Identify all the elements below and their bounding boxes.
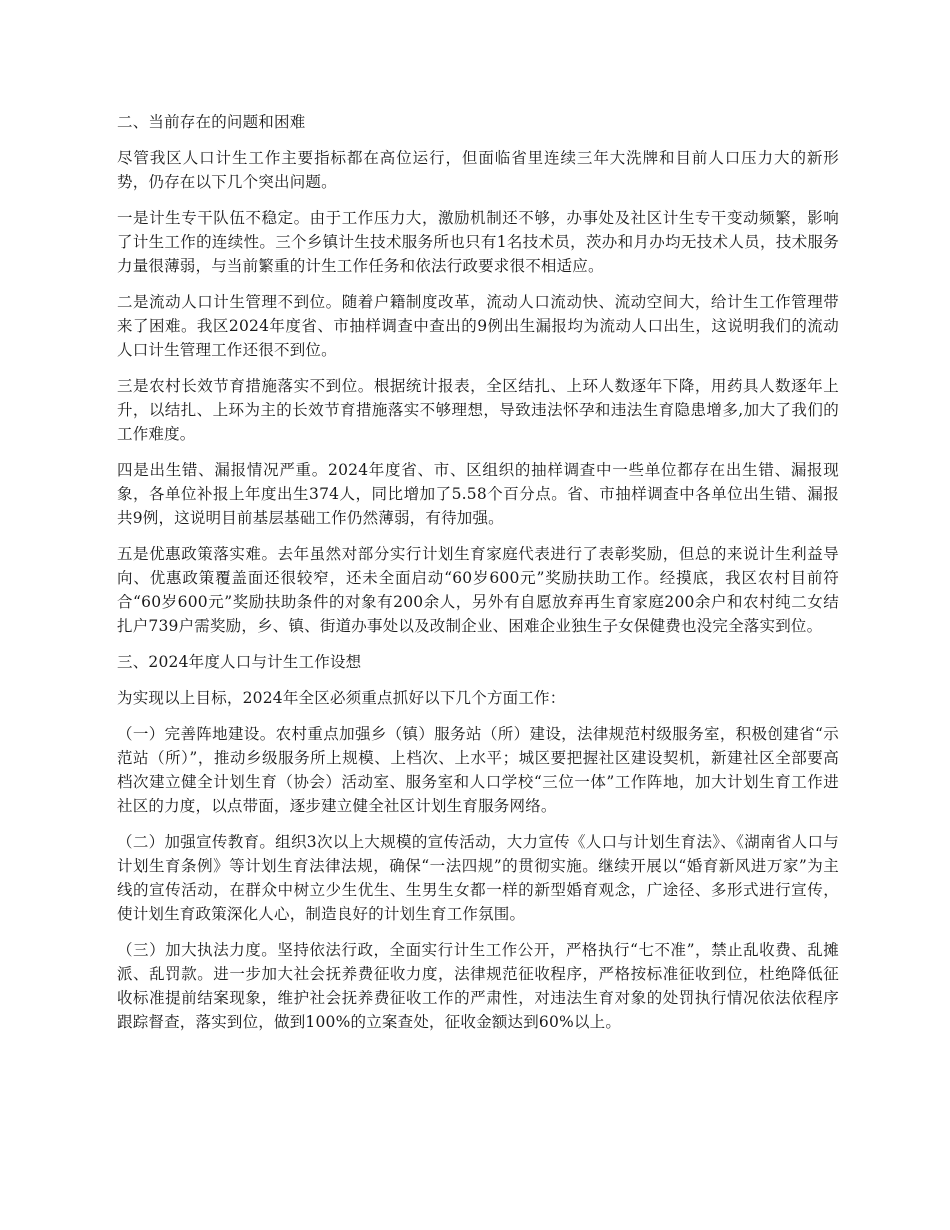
section-2-heading: 二、当前存在的问题和困难 xyxy=(117,113,306,131)
section-3-intro: 为实现以上目标，2024年全区必须重点抓好以下几个方面工作： xyxy=(117,689,566,707)
problem-1-paragraph: 一是计生专干队伍不稳定。由于工作压力大，激励机制还不够，办事处及社区计生专干变动频繁，影响了计生工作的连续性。三个乡镇计生技术服务所也只有1名技术员，茨办和月办均无技术人员，技术服务力量很薄弱，与当前繁重的计生工作任务和依法行政要求很不相适应。 xyxy=(117,209,839,275)
plan-2-paragraph: （二）加强宣传教育。组织3次以上大规模的宣传活动，大力宣传《人口与计划生育法》、《湖南省人口与计划生育条例》等计划生育法律法规，确保“一法四规”的贯彻实施。继续开展以“婚育新风进万家”为主线的宣传活动，在群众中树立少生优生、生男生女都一样的新型婚育观念，广途径、多形式进行宣传，使计划生育政策深化人心，制造良好的计划生育工作氛围。 xyxy=(117,833,839,923)
problem-3-paragraph: 三是农村长效节育措施落实不到位。根据统计报表，全区结扎、上环人数逐年下降，用药具人数逐年上升，以结扎、上环为主的长效节育措施落实不够理想，导致违法怀孕和违法生育隐患增多,加大了我们的工作难度。 xyxy=(117,377,839,443)
document-body xyxy=(117,110,839,1046)
section-3-heading: 三、2024年度人口与计生工作设想 xyxy=(117,653,362,671)
problem-2-paragraph: 二是流动人口计生管理不到位。随着户籍制度改革，流动人口流动快、流动空间大，给计生工作管理带来了困难。我区2024年度省、市抽样调查中查出的9例出生漏报均为流动人口出生，这说明我们的流动人口计生管理工作还很不到位。 xyxy=(117,293,839,359)
plan-3-paragraph: （三）加大执法力度。坚持依法行政，全面实行计生工作公开，严格执行“七不准”，禁止乱收费、乱摊派、乱罚款。进一步加大社会抚养费征收力度，法律规范征收程序，严格按标准征收到位，杜绝降低征收标准提前结案现象，维护社会抚养费征收工作的严肃性，对违法生育对象的处罚执行情况依法依程序跟踪督查，落实到位，做到100%的立案查处，征收金额达到60%以上。 xyxy=(117,941,839,1031)
section-2-intro: 尽管我区人口计生工作主要指标都在高位运行，但面临省里连续三年大洗牌和目前人口压力大的新形势，仍存在以下几个突出问题。 xyxy=(117,149,839,191)
problem-4-paragraph: 四是出生错、漏报情况严重。2024年度省、市、区组织的抽样调查中一些单位都存在出生错、漏报现象，各单位补报上年度出生374人，同比增加了5.58个百分点。省、市抽样调查中各单位出生错、漏报共9例，这说明目前基层基础工作仍然薄弱，有待加强。 xyxy=(117,461,839,527)
problem-5-paragraph: 五是优惠政策落实难。去年虽然对部分实行计划生育家庭代表进行了表彰奖励，但总的来说计生利益导向、优惠政策覆盖面还很较窄，还未全面启动“60岁600元”奖励扶助工作。经摸底，我区农村目前符合“60岁600元”奖励扶助条件的对象有200余人，另外有自愿放弃再生育家庭200余户和农村纯二女结扎户739户需奖励，乡、镇、街道办事处以及改制企业、困难企业独生子女保健费也没完全落实到位。 xyxy=(117,545,839,635)
plan-1-paragraph: （一）完善阵地建设。农村重点加强乡（镇）服务站（所）建设，法律规范村级服务室，积极创建省“示范站（所）”，推动乡级服务所上规模、上档次、上水平；城区要把握社区建设契机，新建社区全部要高档次建立健全计划生育（协会）活动室、服务室和人口学校“三位一体”工作阵地，加大计划生育工作进社区的力度，以点带面，逐步建立健全社区计划生育服务网络。 xyxy=(117,725,839,815)
